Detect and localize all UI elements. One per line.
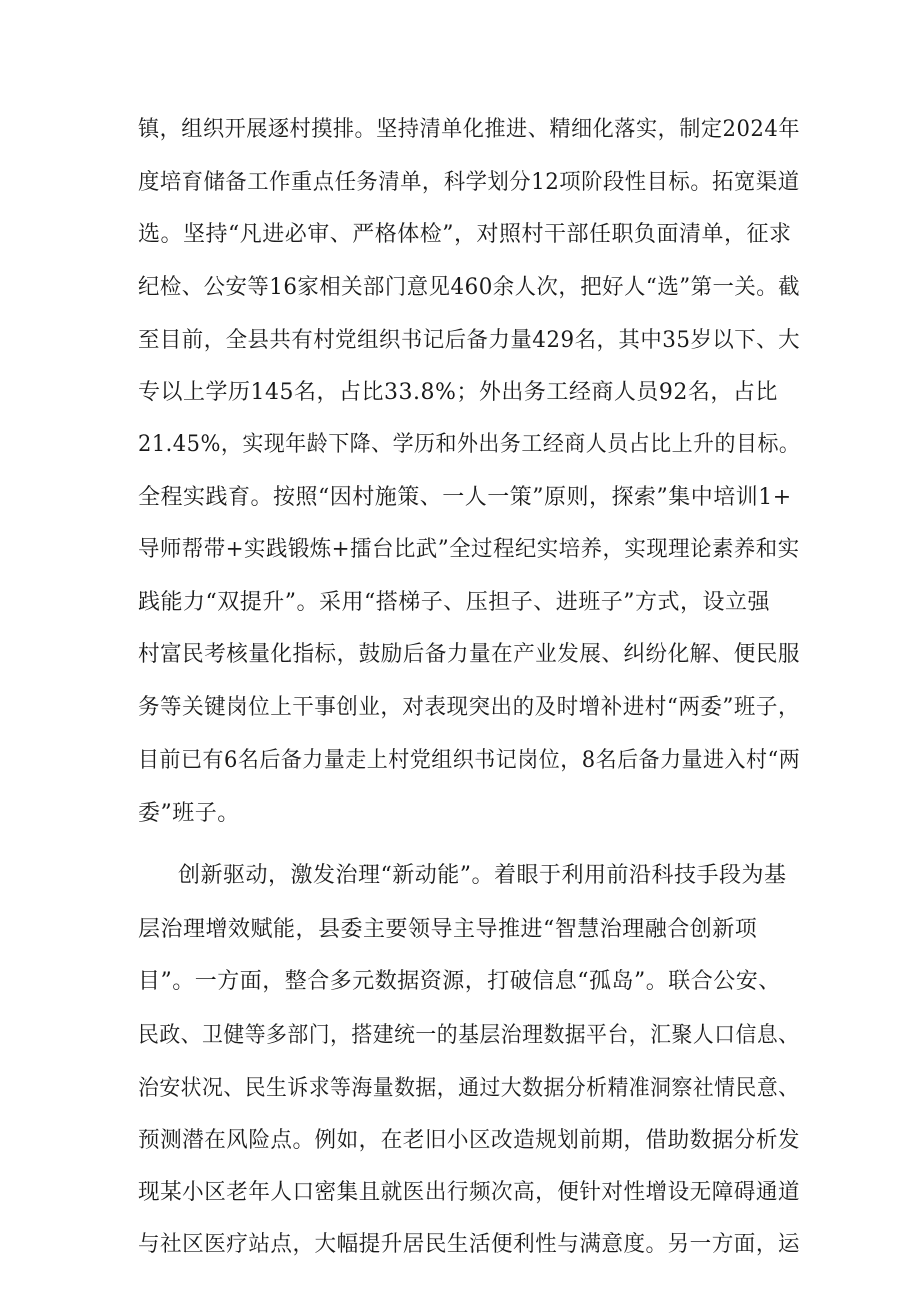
- text-line: 与社区医疗站点，大幅提升居民生活便利性与满意度。另一方面，运: [138, 1232, 800, 1257]
- text-line: 村富民考核量化指标，鼓励后备力量在产业发展、纠纷化解、便民服: [138, 642, 800, 667]
- text-line: 导师帮带+实践锻炼+擂台比武”全过程纪实培养，实现理论素养和实: [138, 537, 800, 562]
- text-line: 现某小区老年人口密集且就医出行频次高，便针对性增设无障碍通道: [138, 1180, 800, 1205]
- text-line: 至目前，全县共有村党组织书记后备力量429名，其中35岁以下、大: [138, 328, 800, 353]
- text-line: 21.45%，实现年龄下降、学历和外出务工经商人员占比上升的目标。: [138, 432, 801, 457]
- text-line: 民政、卫健等多部门，搭建统一的基层治理数据平台，汇聚人口信息、: [138, 1023, 800, 1048]
- text-line: 选。坚持“凡进必审、严格体检”，对照村干部任职负面清单，征求: [138, 222, 792, 247]
- text-line: 目前已有6名后备力量走上村党组织书记岗位，8名后备力量进入村“两: [138, 748, 801, 773]
- text-line: 层治理增效赋能，县委主要领导主导推进“智慧治理融合创新项: [138, 917, 758, 942]
- text-line: 治安状况、民生诉求等海量数据，通过大数据分析精准洞察社情民意、: [138, 1076, 800, 1101]
- text-line: 全程实践育。按照“因村施策、一人一策”原则，探索”集中培训1+: [138, 485, 792, 510]
- text-line: 目”。一方面，整合多元数据资源，打破信息“孤岛”。联合公安、: [138, 969, 781, 994]
- text-line: 纪检、公安等16家相关部门意见460余人次，把好人“选”第一关。截: [138, 275, 800, 300]
- paragraph-first-line: 创新驱动，激发治理“新动能”。着眼于利用前沿科技手段为基: [178, 863, 787, 888]
- text-line: 预测潜在风险点。例如，在老旧小区改造规划前期，借助数据分析发: [138, 1128, 800, 1153]
- text-line: 专以上学历145名，占比33.8%；外出务工经商人员92名，占比: [138, 380, 778, 405]
- text-line: 度培育储备工作重点任务清单，科学划分12项阶段性目标。拓宽渠道: [138, 170, 800, 195]
- text-line: 委”班子。: [138, 801, 240, 826]
- text-line: 务等关键岗位上干事创业，对表现突出的及时增补进村“两委”班子，: [138, 695, 801, 720]
- text-line: 镇，组织开展逐村摸排。坚持清单化推进、精细化落实，制定2024年: [138, 117, 800, 142]
- text-line: 践能力“双提升”。采用“搭梯子、压担子、进班子”方式，设立强: [138, 590, 770, 615]
